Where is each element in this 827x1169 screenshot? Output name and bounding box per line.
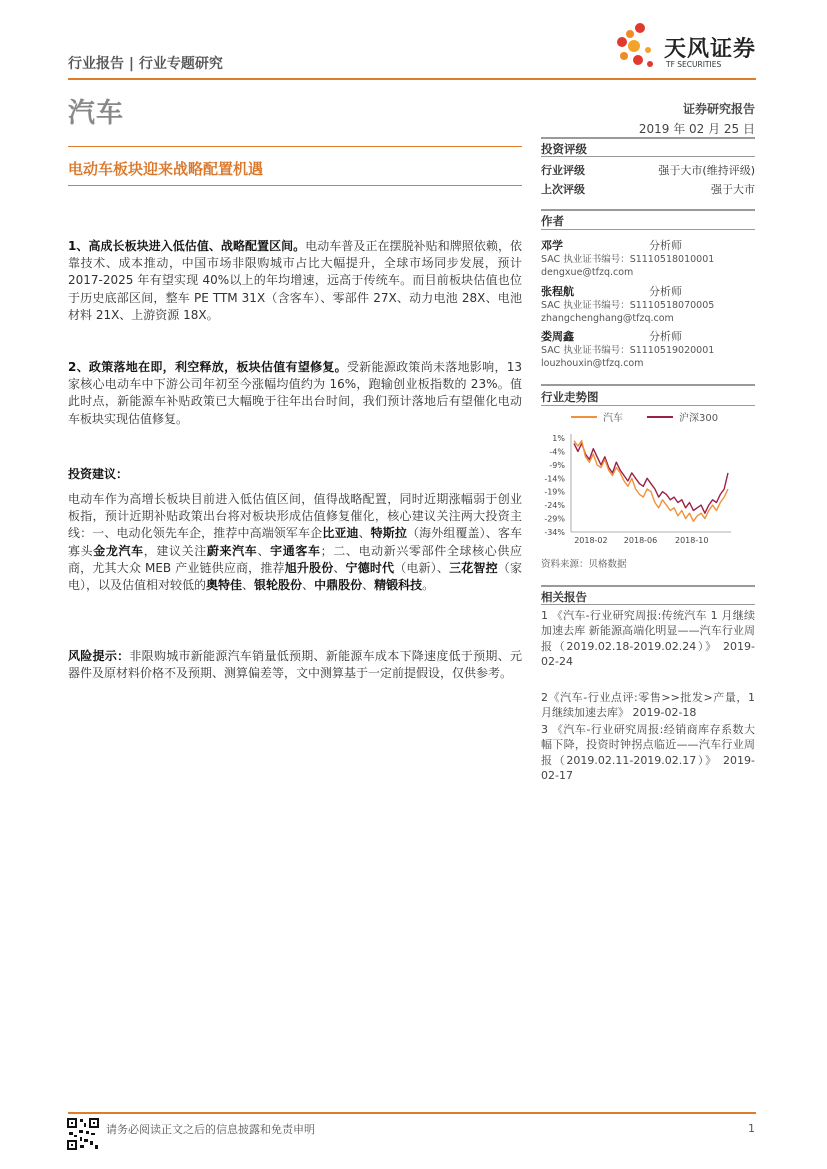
advice-text: 、 [362, 578, 375, 593]
sidebar-rule [541, 209, 755, 211]
y-tick-label: -29% [544, 514, 565, 524]
stock-catl: 宁德时代 [345, 560, 395, 575]
advice-text: （家电），以及估值相对较低的 [68, 560, 522, 593]
analyst-name: 邓学 [541, 239, 563, 252]
trend-title: 行业走势图 [541, 390, 599, 404]
headline: 电动车板块迎来战略配置机遇 [68, 160, 264, 178]
paragraph-2 [68, 359, 522, 428]
legend-label: 沪深300 [679, 413, 719, 424]
y-tick-label: -9% [549, 460, 565, 470]
stock-byd: 比亚迪 [322, 526, 359, 541]
brand-sub: TF SECURITIES [666, 60, 722, 69]
brand-name: 天风证券 [664, 37, 757, 62]
report-category: 行业报告 | 行业专题研究 [68, 56, 223, 72]
sidebar-rule [541, 384, 755, 386]
risk-lead: 风险提示： [68, 649, 130, 663]
analyst-role: 分析师 [649, 239, 682, 252]
analyst-name: 娄周鑫 [541, 330, 574, 343]
risk-text: 非限购城市新能源汽车销量低预期、新能源车成本下降速度低于预期、元器件及原材料价格不及预期、测算偏差等，文中测算基于一定前提假设，仅供参考。 [68, 649, 522, 681]
footer-disclaimer: 请务必阅读正文之后的信息披露和免责申明 [106, 1123, 315, 1136]
rating-label: 行业评级 [541, 164, 585, 177]
related-report-item[interactable]: 1 《汽车-行业研究周报:传统汽车 1 月继续加速去库 新能源高端化明显——汽车行业周报（2019.02.18-2019.02.24）》 2019-02-24 [541, 609, 755, 668]
y-tick-label: -24% [544, 501, 565, 511]
x-tick-label: 2018-10 [675, 536, 709, 545]
related-report-item[interactable]: 3 《汽车-行业研究周报:经销商库存系数大幅下降，投资时钟拐点临近——汽车行业周报（2019.02.11-2019.02.17）》 2019-02-17 [541, 723, 755, 782]
analyst-role: 分析师 [649, 330, 682, 343]
stock-tesla: 特斯拉 [370, 526, 407, 541]
x-tick-label: 2018-06 [623, 536, 658, 545]
advice-text: 、 [257, 543, 271, 558]
analyst-cert: SAC 执业证书编号：S1110518070005 [541, 300, 715, 311]
analyst-block [541, 237, 755, 281]
prev-rating-value: 强于大市 [711, 183, 755, 196]
analyst-cert: SAC 执业证书编号：S1110519020001 [541, 345, 715, 356]
footer-rule [68, 1112, 756, 1114]
y-tick-label: -19% [544, 487, 565, 497]
rating-row [541, 162, 755, 178]
advice-text: 、 [242, 578, 255, 593]
rating-value: 强于大市(维持评级) [658, 164, 755, 177]
authors-title: 作者 [541, 214, 564, 228]
sidebar-rule [541, 585, 755, 587]
report-date: 2019 年 02 月 25 日 [638, 122, 755, 136]
analyst-name: 张程航 [541, 285, 574, 298]
advice-text: （电新）、 [394, 560, 450, 575]
stock-yutong: 宇通客车 [270, 543, 321, 558]
stock-jingduan: 精锻科技 [374, 578, 423, 593]
stock-xusheng: 旭升股份 [284, 560, 334, 575]
advice-text: 、 [358, 526, 371, 541]
stock-yinlun: 银轮股份 [254, 578, 303, 593]
y-tick-label: -34% [544, 528, 565, 537]
advice-text: ，建议关注 [143, 543, 207, 558]
paragraph-2-text: 受新能源政策尚未落地影响，13 家核心电动车中下游公司年初至今涨幅均值约为 16%，跑输创业板指数的 23%。值此时点，新能源车补贴政策已大幅晚于往年出台时间，我们预计落地后有望催化电动车板块实现估值修复。 [68, 360, 522, 426]
stock-zhongding: 中鼎股份 [314, 578, 363, 593]
advice-paragraph [68, 491, 522, 594]
related-title: 相关报告 [541, 590, 587, 604]
stock-sanhua: 三花智控 [449, 560, 498, 575]
headline-rule-top [68, 146, 522, 147]
header-rule [68, 78, 756, 80]
x-tick-label: 2018-02 [574, 536, 608, 545]
logo-mark-icon [610, 20, 666, 72]
sidebar-rule [541, 229, 755, 230]
related-report-item[interactable]: 2《汽车-行业点评:零售>>批发>产量，1 月继续加速去库》 2019-02-18 [541, 691, 755, 720]
advice-text: 、 [302, 578, 315, 593]
analyst-block [541, 328, 755, 372]
legend-label: 汽车 [603, 413, 623, 424]
analyst-email[interactable]: dengxue@tfzq.com [541, 267, 634, 278]
stock-nio: 蔚来汽车 [206, 543, 258, 558]
analyst-block [541, 283, 755, 327]
qr-code-icon [66, 1117, 100, 1151]
y-tick-label: -14% [544, 474, 565, 484]
paragraph-1-lead: 1、高成长板块进入低估值、战略配置区间。 [68, 239, 306, 253]
series-line [574, 441, 728, 522]
analyst-email[interactable]: zhangchenghang@tfzq.com [541, 313, 674, 324]
sidebar-rule-top [541, 137, 755, 139]
rating-title: 投资评级 [541, 142, 587, 156]
advice-text: 电动车作为高增长板块目前进入低估值区间，值得战略配置，同时近期涨幅弱于创业板指，预计近期补贴政策出台将对板块形成估值修复催化，核心建议关注两大投资主线：一、电动化领先车企，推荐中高端领军车企 [68, 492, 522, 541]
advice-text: （海外组覆盖）、客车寡头 [68, 526, 522, 558]
brand-logo [610, 20, 760, 72]
page-number: 1 [748, 1122, 755, 1135]
sector-title: 汽车 [68, 98, 124, 129]
stock-king-long: 金龙汽车 [93, 543, 144, 558]
headline-rule-bottom [68, 185, 522, 186]
paragraph-1 [68, 238, 522, 324]
analyst-email[interactable]: louzhouxin@tfzq.com [541, 358, 644, 369]
risk-paragraph [68, 648, 522, 682]
chart-source: 资料来源：贝格数据 [541, 559, 627, 570]
paragraph-2-lead: 2、政策落地在即，利空释放，板块估值有望修复。 [68, 360, 347, 374]
prev-rating-row [541, 181, 755, 197]
y-tick-label: 1% [552, 434, 565, 443]
stock-aotecar: 奥特佳 [206, 578, 243, 593]
y-tick-label: -4% [549, 447, 565, 457]
advice-title: 投资建议： [68, 467, 129, 481]
series-line [574, 443, 728, 513]
sidebar-rule [541, 405, 755, 406]
trend-chart [541, 408, 755, 550]
paragraph-1-text: 电动车普及正在摆脱补贴和牌照依赖，依靠技术、成本推动，中国市场非限购城市占比大幅提升，全球市场同步发展，预计 2017-2025 年有望实现 40%以上的年均增速，远高于传统车。而目前板块估值也位于历史底部区间，整车 PE TTM 31X（含客车）、零部件 27X、动力电池 28X、电池材料 21X、上游资源 18X。 [68, 239, 522, 322]
advice-text: ；二、电动新兴零部件全球核心供应商，尤其大众 MEB 产业链供应商，推荐 [68, 543, 522, 575]
analyst-cert: SAC 执业证书编号：S1110518010001 [541, 254, 715, 265]
advice-text: 。 [422, 578, 435, 593]
advice-text: 、 [333, 560, 346, 575]
analyst-role: 分析师 [649, 285, 682, 298]
doc-type: 证券研究报告 [682, 102, 755, 116]
sidebar-rule [541, 604, 755, 605]
prev-rating-label: 上次评级 [541, 183, 585, 196]
sidebar-rule [541, 156, 755, 157]
